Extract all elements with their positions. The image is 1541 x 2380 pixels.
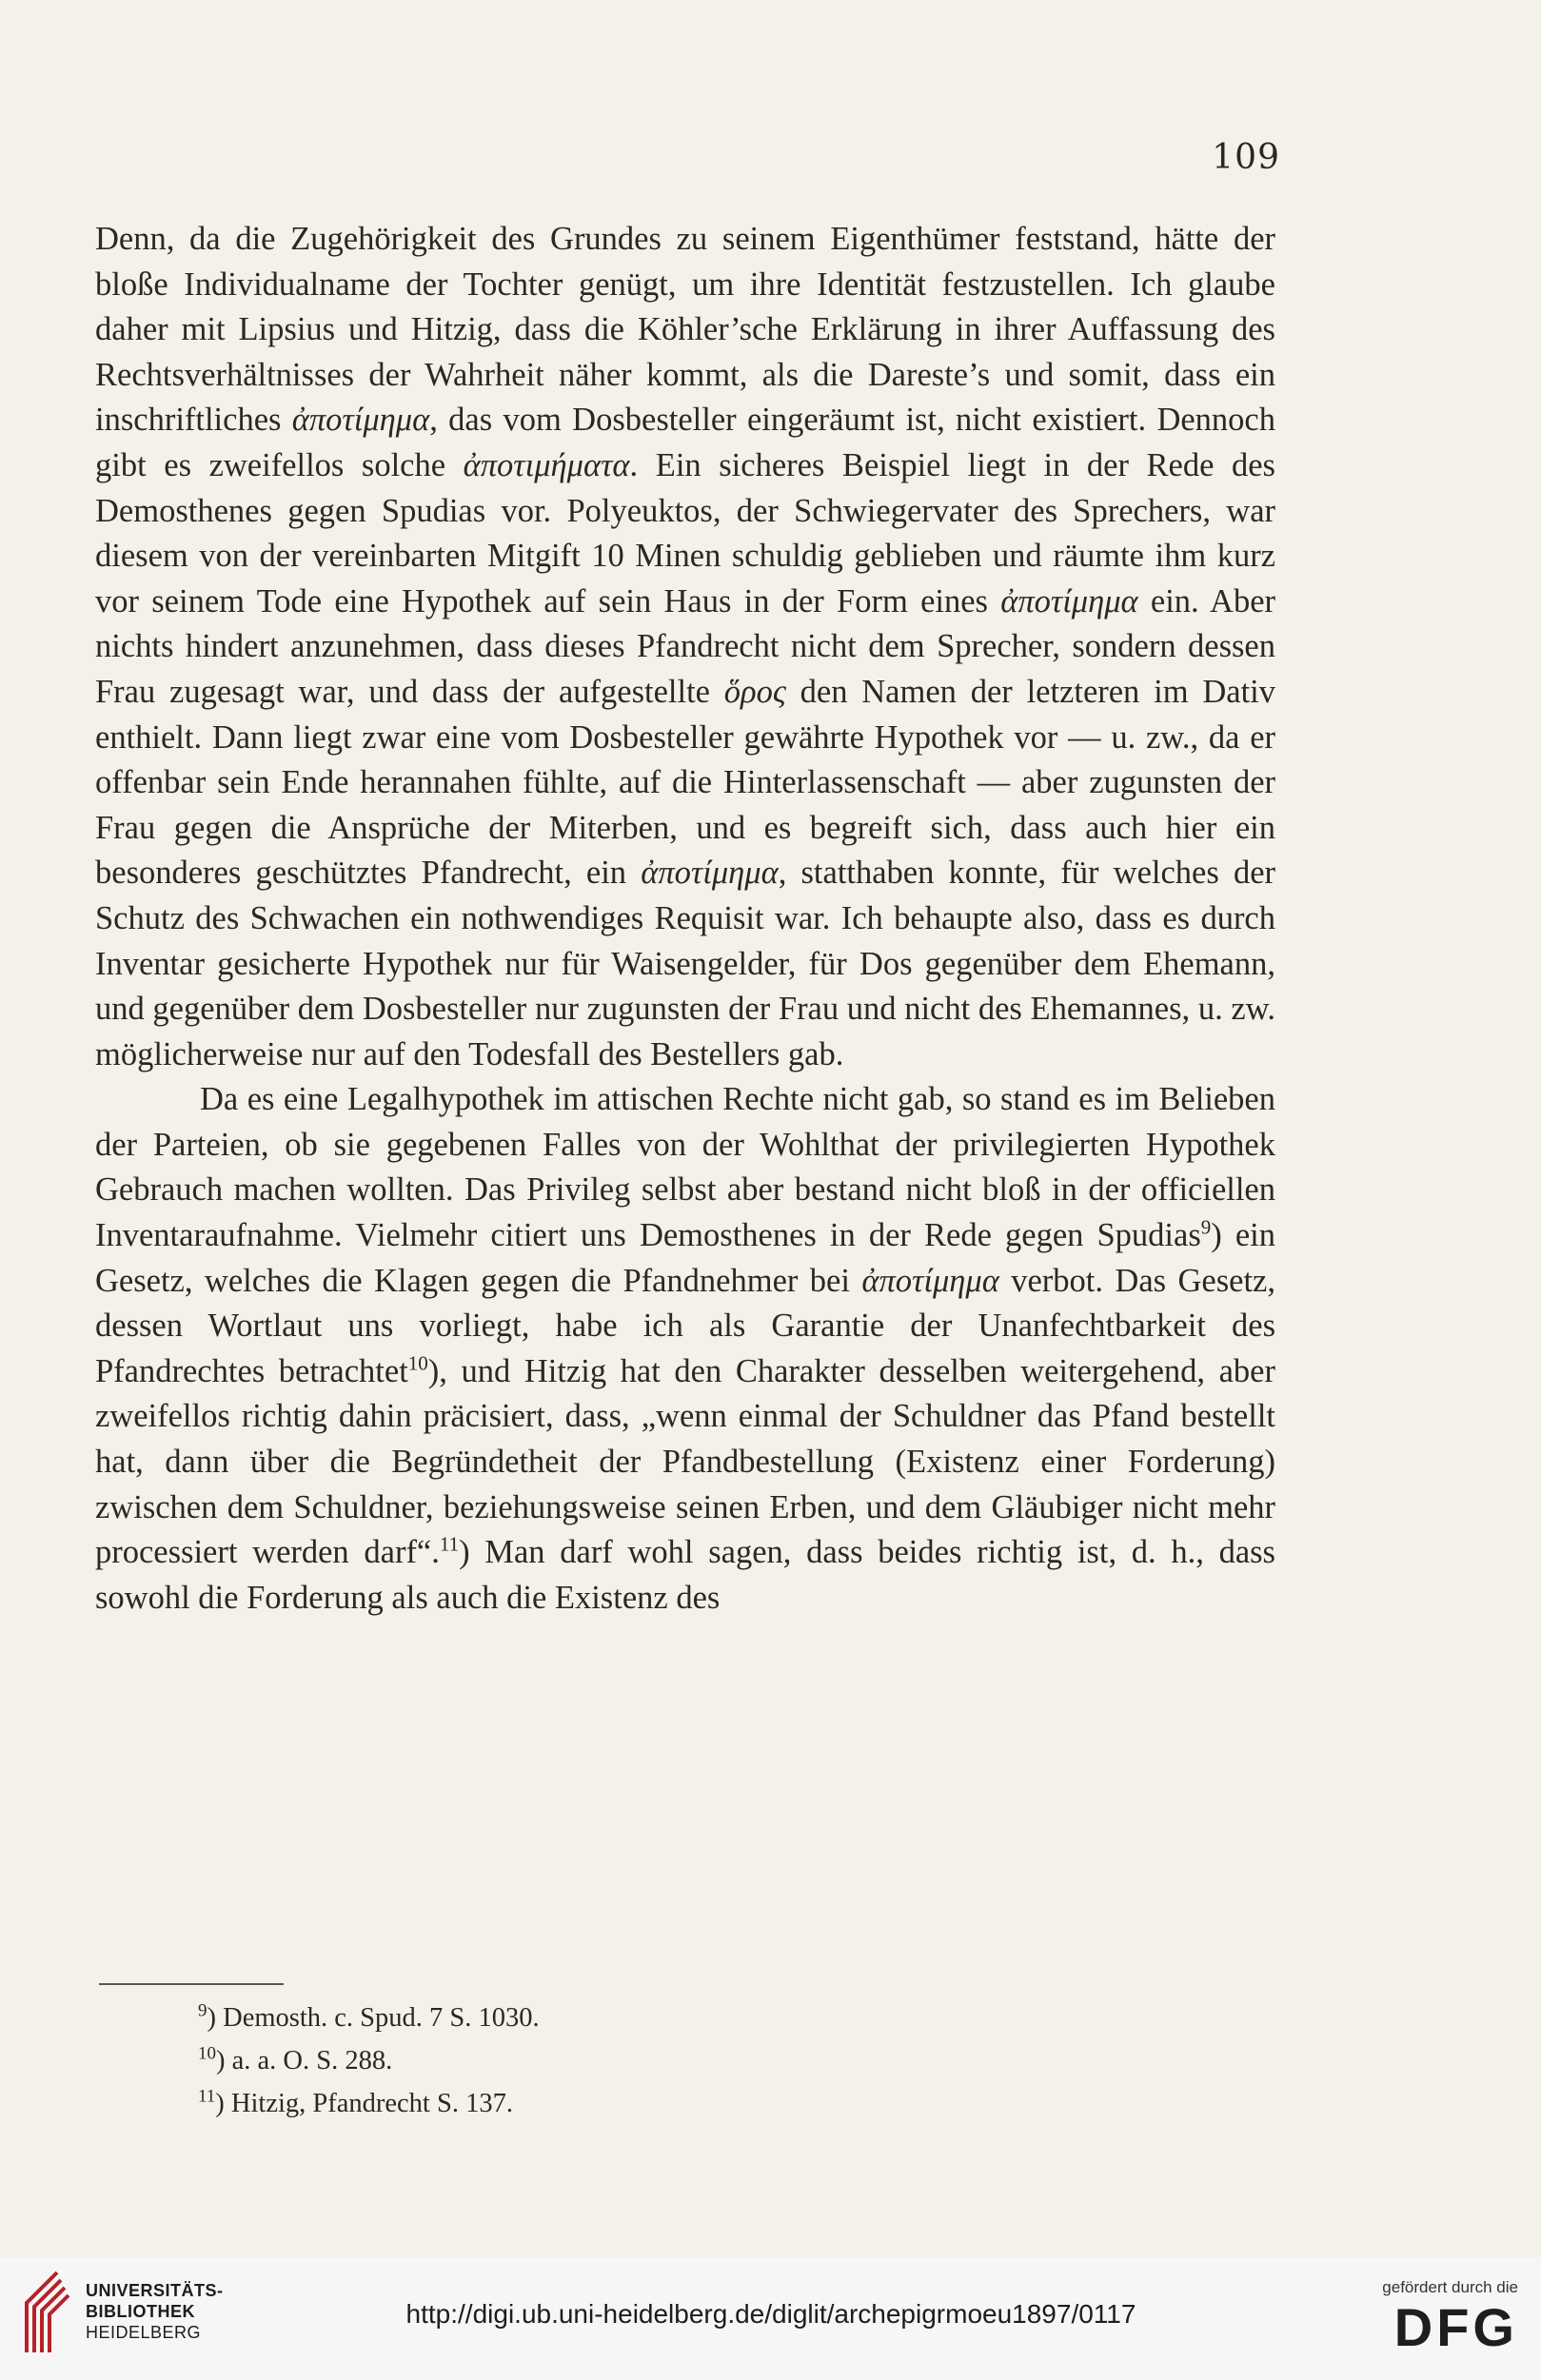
footnote-number: 11 (198, 2086, 216, 2107)
footnote-ref: 11 (439, 1532, 460, 1556)
footnote-text: ) Demosth. c. Spud. 7 S. 1030. (207, 2003, 540, 2033)
library-name-line2: BIBLIOTHEK (86, 2302, 195, 2321)
footnote-text: ) Hitzig, Pfandrecht S. 137. (215, 2089, 513, 2118)
footnotes (198, 1996, 1245, 2125)
footnote-number: 10 (198, 2043, 216, 2064)
footnote (198, 2082, 1245, 2125)
library-logo-icon (19, 2265, 76, 2360)
greek-term: ἀποτίμημα (641, 855, 779, 892)
text-run: . Ein sicheres Beispiel liegt in der Rede des Demosthenes gegen Spudias vor. Polyeuktos, der Schwiegervater des Sprechers, war diesem von der vereinbarten Mitgift 10 Minen schuldig geblieben und räumte ihm kurz vor seinem Tode eine Hypothek auf sein Haus in der Form eines (95, 446, 1275, 620)
footer-bar (0, 2257, 1541, 2380)
footnote (198, 2039, 1245, 2082)
text-run: Da es eine Legalhypothek im attischen Rechte nicht gab, so stand es im Belieben der Parteien, ob sie gegebenen Falles von der Wohlthat der privilegierten Hypothek Gebrauch machen wollten. Das Privileg selbst aber bestand nicht bloß in der officiellen Inventaraufnahme. Vielmehr citiert uns Demosthenes in der Rede gegen Spudias (95, 1081, 1275, 1254)
greek-term: ἀποτίμημα (291, 402, 430, 439)
library-name (86, 2280, 224, 2343)
footnote-number: 9 (198, 2000, 207, 2021)
footnote-text: ) a. a. O. S. 288. (216, 2046, 393, 2075)
text-run: Denn, da die Zugehörigkeit des Grundes zu seinem Eigenthümer feststand, hätte der bloße Individualname der Tochter genügt, um ihre Identität festzustellen. Ich glaube daher mit Lipsius und Hitzig, dass die Köhler’sche Erklärung in ihrer Auffassung des Rechtsverhältnisses der Wahrheit näher kommt, als die Dareste’s und somit, dass ein inschriftliches (95, 221, 1275, 439)
greek-term: ἀποτίμημα (861, 1262, 999, 1299)
greek-term: ὅρος (723, 673, 786, 710)
text-run: den Namen der letzteren im Dativ enthielt. Dann liegt zwar eine vom Dosbesteller gewährte Hypothek vor — u. zw., da er offenbar sein Ende herannahen fühlte, auf die Hinterlassenschaft — aber zugunsten der Frau gegen die Ansprüche der Miterben, und es begreift sich, dass auch hier ein besonderes geschütztes Pfandrecht, ein (95, 673, 1275, 892)
page-number: 109 (1212, 138, 1280, 177)
permalink-url[interactable]: http://digi.ub.uni-heidelberg.de/diglit/archepigrmoeu1897/0117 (405, 2299, 1136, 2329)
library-name-line1: UNIVERSITÄTS- (86, 2281, 224, 2300)
paragraph (95, 217, 1275, 1077)
text-run: , statthaben konnte, für welches der Schutz des Schwachen ein nothwendiges Requisit war. Ich behaupte also, dass es durch Inventar gesicherte Hypothek nur für Waisengelder, für Dos gegenüber dem Ehemann, und gegenüber dem Dosbesteller nur zugunsten der Frau und nicht des Ehemannes, u. zw. möglicherweise nur auf den Todesfall des Bestellers gab. (95, 855, 1276, 1072)
footnote-divider (99, 1983, 284, 1985)
footnote-ref: 9 (1200, 1215, 1212, 1239)
greek-term: ἀποτίμημα (1000, 582, 1138, 620)
text-run: ) Man darf wohl sagen, dass beides richtig ist, d. h., dass sowohl die Forderung als auch die Existenz des (95, 1534, 1275, 1616)
text-run: ein. Aber nichts hindert anzunehmen, dass dieses Pfandrecht nicht dem Sprecher, sondern dessen Frau zugesagt war, und dass der aufgestellte (95, 582, 1276, 710)
text-run: ), und Hitzig hat den Charakter desselben weitergehend, aber zweifellos richtig dahin präcisiert, dass, „wenn einmal der Schuldner das Pfand bestellt hat, dann über die Begründetheit der Pfandbestellung (Existenz einer Forderung) zwischen dem Schuldner, beziehungsweise seinen Erben, und dem Gläubiger nicht mehr processiert werden darf“. (95, 1352, 1275, 1571)
greek-term: ἀποτιμήματα (463, 446, 630, 483)
funding-caption: gefördert durch die (1382, 2278, 1518, 2296)
footnote (198, 1996, 1245, 2039)
text-run: , das vom Dosbesteller eingeräumt ist, nicht existiert. Dennoch gibt es zweifellos solche (95, 402, 1275, 483)
funder-block (1337, 2278, 1518, 2356)
footnote-ref: 10 (407, 1351, 428, 1375)
body-text (95, 217, 1275, 1621)
text-run: ) ein Gesetz, welches die Klagen gegen die Pfandnehmer bei (95, 1217, 1275, 1299)
text-run: verbot. Das Gesetz, dessen Wortlaut uns vorliegt, habe ich als Garantie der Unanfechtbarkeit des Pfandrechtes betrachtet (95, 1262, 1275, 1389)
dfg-logo: DFG (1393, 2297, 1518, 2357)
library-name-line3: HEIDELBERG (86, 2323, 202, 2342)
paragraph (95, 1077, 1275, 1621)
